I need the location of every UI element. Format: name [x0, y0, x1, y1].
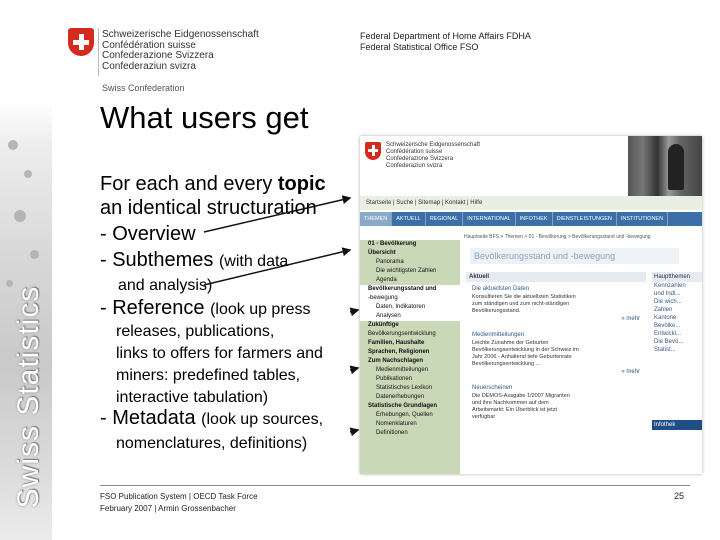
sidebar-item[interactable]: Erhebungen, Quellen	[376, 412, 433, 418]
body-line: - Overview	[100, 223, 196, 245]
more-link[interactable]: » mehr	[621, 369, 640, 375]
body-line: releases, publications,	[116, 323, 275, 340]
page-number: 25	[674, 491, 685, 501]
section-link[interactable]: Die aktuellsten Daten	[472, 286, 530, 292]
sidebar-item[interactable]: Sprachen, Religionen	[368, 349, 430, 355]
footer-line: February 2007 | Armin Grossenbacher	[100, 504, 236, 513]
sidebar-item[interactable]: Daten, Indikatoren	[376, 304, 426, 310]
confederation-names	[102, 30, 259, 72]
sidebar-item[interactable]: Die wichtigsten Zahlen	[376, 268, 437, 274]
swiss-flag-icon	[68, 28, 94, 56]
sidebar-item[interactable]: Familien, Haushalte	[368, 340, 425, 346]
sidebar-item[interactable]: Statistische Grundlagen	[368, 403, 438, 409]
section-heading: Neuerscheinen	[472, 385, 513, 391]
confederation-name-fr: Confédération suisse	[102, 39, 196, 51]
confederation-name-de: Schweizerische Eidgenossenschaft	[102, 29, 259, 40]
sidebar-item[interactable]: Nomenklaturen	[376, 421, 417, 427]
body-line: nomenclatures, definitions)	[116, 435, 308, 452]
sidebar-item[interactable]: Bevölkerungsentwicklung	[368, 331, 436, 337]
right-column: Hauptthemen Kennzahlen und Indi... Die wich... Zahlen Kantone Bevölke... Entwickl... Die Bevö... Statist... Infothek	[652, 272, 702, 430]
breadcrumb: Hauptseite BFS > Themen > 01 - Bevölkerung > Bevölkerungsstand und -bewegung	[464, 234, 651, 240]
sidebar-item[interactable]: Zukünftige	[368, 322, 399, 328]
body-line: links to offers for farmers and	[116, 345, 323, 362]
slide-title: What users get	[100, 100, 309, 135]
arrow-subthemes	[204, 250, 350, 285]
arrow-reference-2	[350, 368, 358, 370]
swiss-statistics-vertical-label: Swiss Statistics	[12, 285, 45, 509]
body-line: and analysis)	[118, 277, 213, 294]
sidebar-item[interactable]: Medienmitteilungen	[376, 367, 429, 373]
body-line: - Subthemes (with data	[100, 249, 289, 271]
body-line: interactive tabulation)	[116, 389, 269, 406]
right-header: Hauptthemen	[652, 272, 702, 282]
sidebar-item[interactable]: Datenerhebungen	[376, 394, 425, 400]
page-title: Bevölkerungsstand und -bewegung	[470, 248, 679, 264]
right-block-header: Infothek	[652, 420, 702, 430]
more-link[interactable]: » mehr	[621, 316, 640, 322]
tab-aktuell[interactable]: AKTUELL	[392, 212, 425, 226]
tab-international[interactable]: INTERNATIONAL	[463, 212, 516, 226]
tab-infothek[interactable]: INFOTHEK	[516, 212, 553, 226]
footer	[100, 491, 258, 515]
section-header: Aktuell	[466, 272, 646, 282]
sidebar-item[interactable]: Übersicht	[368, 250, 396, 256]
body-line: an identical structuration	[100, 197, 317, 219]
body-line: miners: predefined tables,	[116, 367, 301, 384]
sidebar-item[interactable]: -bewegung	[368, 295, 398, 301]
department-name: Federal Department of Home Affairs FDHA	[360, 31, 531, 41]
pointer-arrows	[200, 190, 376, 450]
body-line: - Reference (look up press	[100, 297, 311, 319]
sidebar-item[interactable]: Analysen	[376, 313, 401, 319]
tab-regional[interactable]: REGIONAL	[426, 212, 463, 226]
website-screenshot	[360, 136, 702, 474]
swiss-confederation-label: Swiss Confederation	[102, 83, 185, 93]
sidebar-item[interactable]: Publikationen	[376, 376, 413, 382]
office-name: Federal Statistical Office FSO	[360, 42, 479, 52]
sidebar-item[interactable]: Statistisches Lexikon	[376, 385, 433, 391]
main-content: Aktuell Die aktuellsten Daten Konsultieren Sie die aktuellsten Statistiken zum ständigen und zum nicht-ständigen Bevölkerungsstand. » mehr Medienmitteilungen Leichte Zunahme der Geburten Bevölkerungsentwicklung in der Schweiz im Jahr 2006 - Anhaltend tiefe Geburtenrate Bevölkerungsentwicklung ... » mehr Neuerscheinen Die DEMOS-Ausgabe 1/2007 Migranten und ihre Nachkommen auf dem Arbeitsmarkt: Ein Überblick ist jetzt verfügbar	[466, 272, 646, 421]
tab-dienstleistungen[interactable]: DIENSTLEISTUNGEN	[553, 212, 617, 226]
arrow-metadata	[350, 430, 358, 432]
screenshot-confederation: Schweizerische Eidgenossenschaft Confédération suisse Confederazione Svizzera Confederaziun svizra	[386, 142, 481, 169]
main-nav-tabs	[360, 212, 702, 226]
logo-divider	[98, 28, 99, 76]
tab-institutionen[interactable]: INSTITUTIONEN	[617, 212, 668, 226]
tab-themen[interactable]: THEMEN	[360, 212, 392, 226]
sidebar-item[interactable]: Panorama	[376, 259, 404, 265]
header-photo	[628, 136, 702, 196]
confederation-name-rm: Confederaziun svizra	[102, 60, 196, 72]
body-line: - Metadata (look up sources,	[100, 407, 324, 429]
confederation-name-it: Confederazione Svizzera	[102, 50, 214, 61]
sidebar-item[interactable]: Agenda	[376, 277, 397, 283]
sidebar-item[interactable]: 01 - Bevölkerung	[368, 241, 417, 247]
sidebar-item[interactable]: Definitionen	[376, 430, 408, 436]
sidebar-item[interactable]: Bevölkerungsstand und	[368, 286, 437, 292]
arrow-overview	[204, 198, 350, 232]
footer-divider	[100, 485, 690, 486]
footer-line: FSO Publication System | OECD Task Force	[100, 492, 258, 501]
arrow-reference	[350, 310, 358, 312]
body-line: For each and every topic	[100, 173, 326, 195]
section-heading: Medienmitteilungen	[472, 332, 525, 338]
department-info	[360, 31, 531, 53]
top-nav[interactable]: Startseite | Suche | Sitemap | Kontakt | Hilfe	[360, 196, 702, 210]
sidebar-item[interactable]: Zum Nachschlagen	[368, 358, 424, 364]
swiss-flag-icon	[365, 142, 381, 160]
